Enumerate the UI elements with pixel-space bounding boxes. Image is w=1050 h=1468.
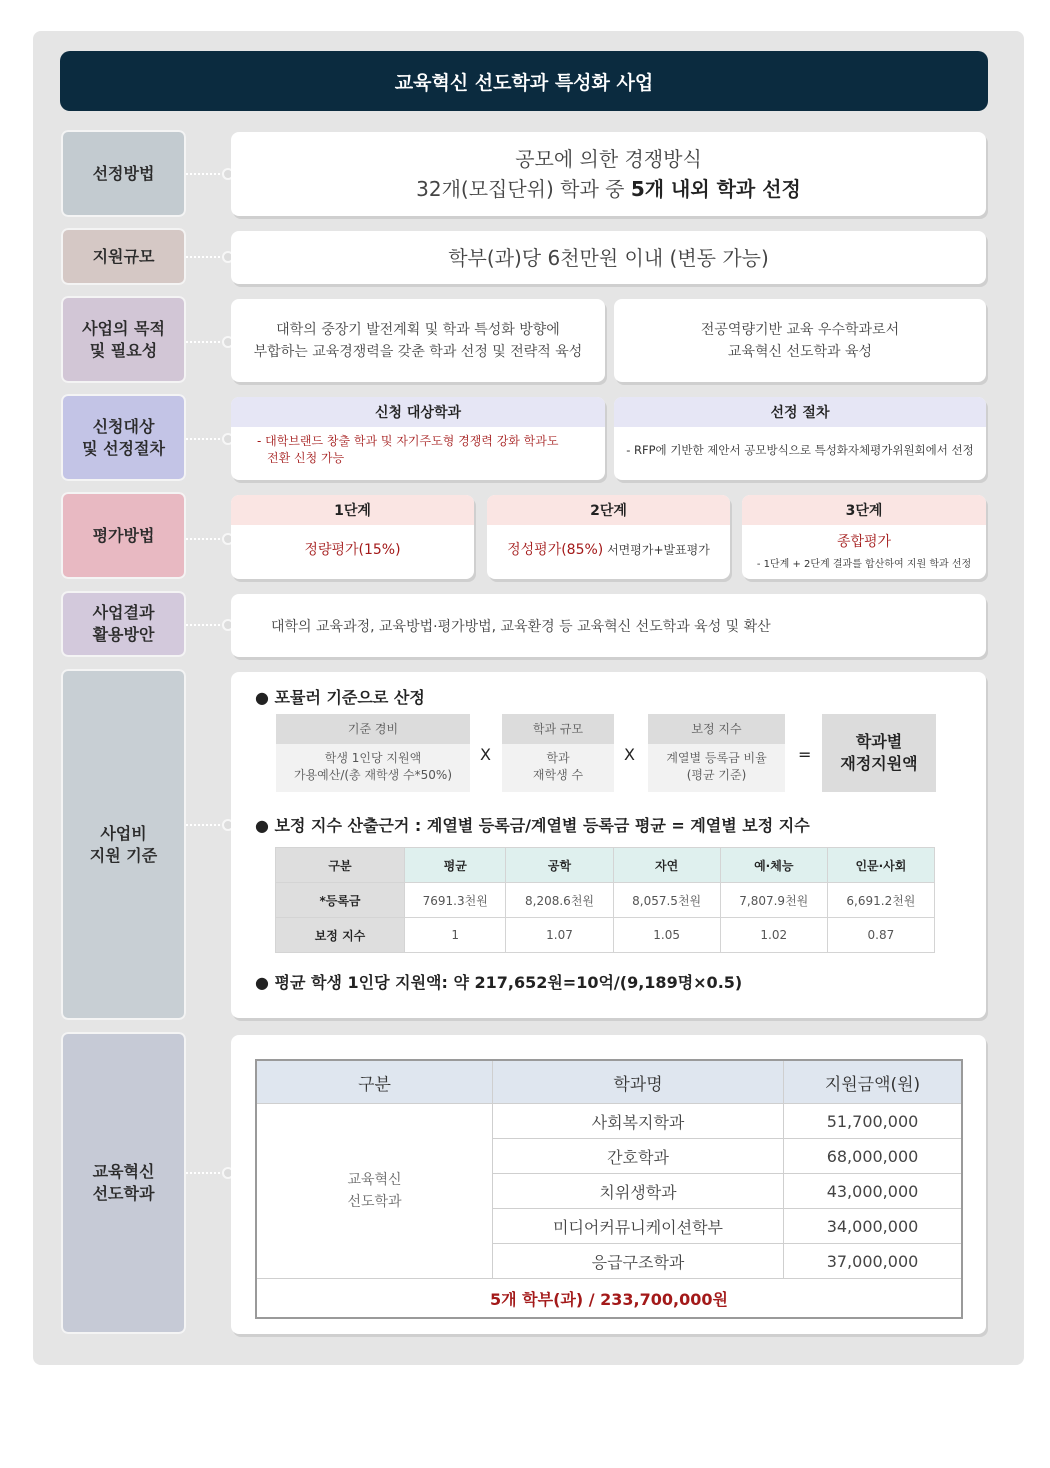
budget-bullet1: ● 포뮬러 기준으로 산정 [255, 688, 425, 707]
equals-sign: = [798, 745, 812, 764]
label-depts-text: 교육혁신 선도학과 [92, 1162, 155, 1203]
label-result [61, 591, 186, 657]
connector [186, 824, 224, 826]
formula-box-head: 학과 규모 [502, 714, 614, 744]
label-purpose [61, 296, 186, 383]
label-eval [61, 492, 186, 579]
purpose-right-line2: 교육혁신 선도학과 육성 [727, 343, 873, 360]
connector [186, 341, 224, 343]
index-cell: 0.87 [827, 918, 934, 953]
formula-box-head: 보정 지수 [648, 714, 785, 744]
eval-stage-red: 정량평가(15%) [304, 542, 401, 558]
apply-left-body [231, 427, 605, 467]
dept-header-cell: 구분 [256, 1060, 493, 1104]
label-scale-text: 지원규모 [92, 246, 155, 266]
connector [186, 256, 224, 258]
label-scale [61, 228, 186, 285]
label-apply-text: 신청대상 및 선정절차 [82, 416, 165, 458]
result-text: 대학의 교육과정, 교육방법·평가방법, 교육환경 등 교육혁신 선도학과 육성 및 확산 [271, 618, 771, 635]
index-cell: 1.02 [720, 918, 827, 953]
label-selection [61, 130, 186, 217]
formula-result: 학과별 재정지원액 [822, 714, 936, 792]
connector [186, 173, 224, 175]
index-cell: 8,208.6천원 [506, 883, 613, 918]
connector [186, 438, 224, 440]
label-apply [61, 394, 186, 481]
apply-right-head: 선정 절차 [614, 397, 986, 427]
index-header-cell: 예·체능 [720, 848, 827, 883]
index-cell: 1 [405, 918, 506, 953]
eval-stage-head: 1단계 [231, 495, 474, 525]
eval-stage-body [231, 525, 474, 559]
times-sign: X [624, 745, 635, 764]
dept-table [255, 1059, 963, 1319]
connector [186, 624, 224, 626]
table-row [276, 918, 935, 953]
dept-header-cell: 지원금액(원) [784, 1060, 963, 1104]
connector [186, 1172, 224, 1174]
table-row [256, 1104, 962, 1139]
eval-stage-note: - 1단계 + 2단계 결과를 합산하여 지원 학과 선정 [756, 559, 972, 570]
label-budget-text: 사업비 지원 기준 [89, 823, 158, 865]
formula-box-base [276, 714, 470, 792]
dept-header-cell: 학과명 [493, 1060, 784, 1104]
selection-line2-bold: 5개 내외 학과 선정 [630, 177, 801, 201]
table-row [276, 883, 935, 918]
scale-text: 학부(과)당 6천만원 이내 (변동 가능) [448, 245, 769, 270]
formula-box-body: 학생 1인당 지원액 가용예산/(총 재학생 수*50%) [293, 751, 453, 782]
dept-amount: 68,000,000 [784, 1139, 963, 1174]
dept-amount: 43,000,000 [784, 1174, 963, 1209]
selection-line1: 공모에 의한 경쟁방식 [515, 147, 702, 171]
label-budget [61, 669, 186, 1020]
connector [186, 538, 224, 540]
index-header-cell: 자연 [613, 848, 720, 883]
dept-total-row [256, 1279, 962, 1319]
times-sign: X [480, 745, 491, 764]
eval-stage-card [231, 495, 474, 579]
selection-card [231, 132, 986, 216]
apply-left-head: 신청 대상학과 [231, 397, 605, 427]
eval-stage-card [487, 495, 730, 579]
formula-box-body: 계열별 등록금 비율 (평균 기준) [666, 751, 767, 782]
label-result-text: 사업결과 활용방안 [92, 603, 155, 644]
index-cell: 7691.3천원 [405, 883, 506, 918]
purpose-right-card [614, 299, 986, 382]
index-table [275, 847, 935, 953]
index-cell: 1.05 [613, 918, 720, 953]
eval-stage-body [487, 525, 730, 559]
eval-stage-body [742, 525, 986, 570]
index-header-cell: 구분 [276, 848, 405, 883]
selection-line2-prefix: 32개(모집단위) 학과 중 [416, 177, 631, 201]
purpose-left-line2: 부합하는 교육경쟁력을 갖춘 학과 선정 및 전략적 육성 [253, 343, 583, 360]
index-cell: 1.07 [506, 918, 613, 953]
purpose-left-line1: 대학의 중장기 발전계획 및 학과 특성화 방향에 [276, 321, 560, 338]
index-header-cell: 평균 [405, 848, 506, 883]
dept-amount: 37,000,000 [784, 1244, 963, 1279]
formula-box-dept [502, 714, 614, 792]
result-card [231, 594, 986, 657]
index-row-head: 보정 지수 [276, 918, 405, 953]
eval-stage-card [742, 495, 986, 579]
index-cell: 8,057.5천원 [613, 883, 720, 918]
label-purpose-text: 사업의 목적 및 필요성 [82, 318, 165, 360]
dept-name: 사회복지학과 [493, 1104, 784, 1139]
index-row-head: *등록금 [276, 883, 405, 918]
eval-stage-red: 종합평가 [836, 534, 892, 550]
eval-stage-red: 정성평가(85%) [507, 542, 604, 558]
dept-name: 미디어커뮤니케이션학부 [493, 1209, 784, 1244]
index-header-cell: 공학 [506, 848, 613, 883]
dept-name: 간호학과 [493, 1139, 784, 1174]
page-title [60, 51, 988, 111]
purpose-right-line1: 전공역량기반 교육 우수학과로서 [700, 321, 900, 338]
dept-amount: 51,700,000 [784, 1104, 963, 1139]
page-title-text: 교육혁신 선도학과 특성화 사업 [394, 71, 654, 94]
label-selection-text: 선정방법 [92, 163, 155, 183]
dept-table-header [256, 1060, 962, 1104]
formula-box-index [648, 714, 785, 792]
dept-name: 치위생학과 [493, 1174, 784, 1209]
formula-box-head: 기준 경비 [276, 714, 470, 744]
eval-stage-head: 2단계 [487, 495, 730, 525]
index-cell: 7,807.9천원 [720, 883, 827, 918]
label-depts [61, 1032, 186, 1334]
dept-amount: 34,000,000 [784, 1209, 963, 1244]
dept-group: 교육혁신 선도학과 [256, 1104, 493, 1279]
formula-box-body: 학과 재학생 수 [532, 751, 584, 782]
scale-card [231, 231, 986, 284]
index-cell: 6,691.2천원 [827, 883, 934, 918]
eval-stage-extra: 서면평가+발표평가 [603, 543, 710, 557]
budget-bullet2: ● 보정 지수 산출근거 : 계열별 등록금/계열별 등록금 평균 = 계열별 보정 지수 [255, 816, 810, 835]
apply-left-card [231, 397, 605, 480]
apply-left-line2: 전환 신청 가능 [267, 451, 345, 465]
selection-line2 [416, 174, 801, 204]
index-table-header [276, 848, 935, 883]
purpose-left-card [231, 299, 605, 382]
dept-total: 5개 학부(과) / 233,700,000원 [256, 1279, 962, 1319]
apply-right-card [614, 397, 986, 480]
dept-name: 응급구조학과 [493, 1244, 784, 1279]
budget-bullet3: ● 평균 학생 1인당 지원액: 약 217,652원=10억/(9,189명×0.5) [255, 973, 743, 992]
label-eval-text: 평가방법 [92, 525, 155, 545]
index-header-cell: 인문·사회 [827, 848, 934, 883]
apply-left-line1: - 대학브랜드 창출 학과 및 자기주도형 경쟁력 강화 학과도 [257, 434, 559, 448]
eval-stage-head: 3단계 [742, 495, 986, 525]
apply-right-text: - RFP에 기반한 제안서 공모방식으로 특성화자체평가위원회에서 선정 [626, 443, 974, 457]
